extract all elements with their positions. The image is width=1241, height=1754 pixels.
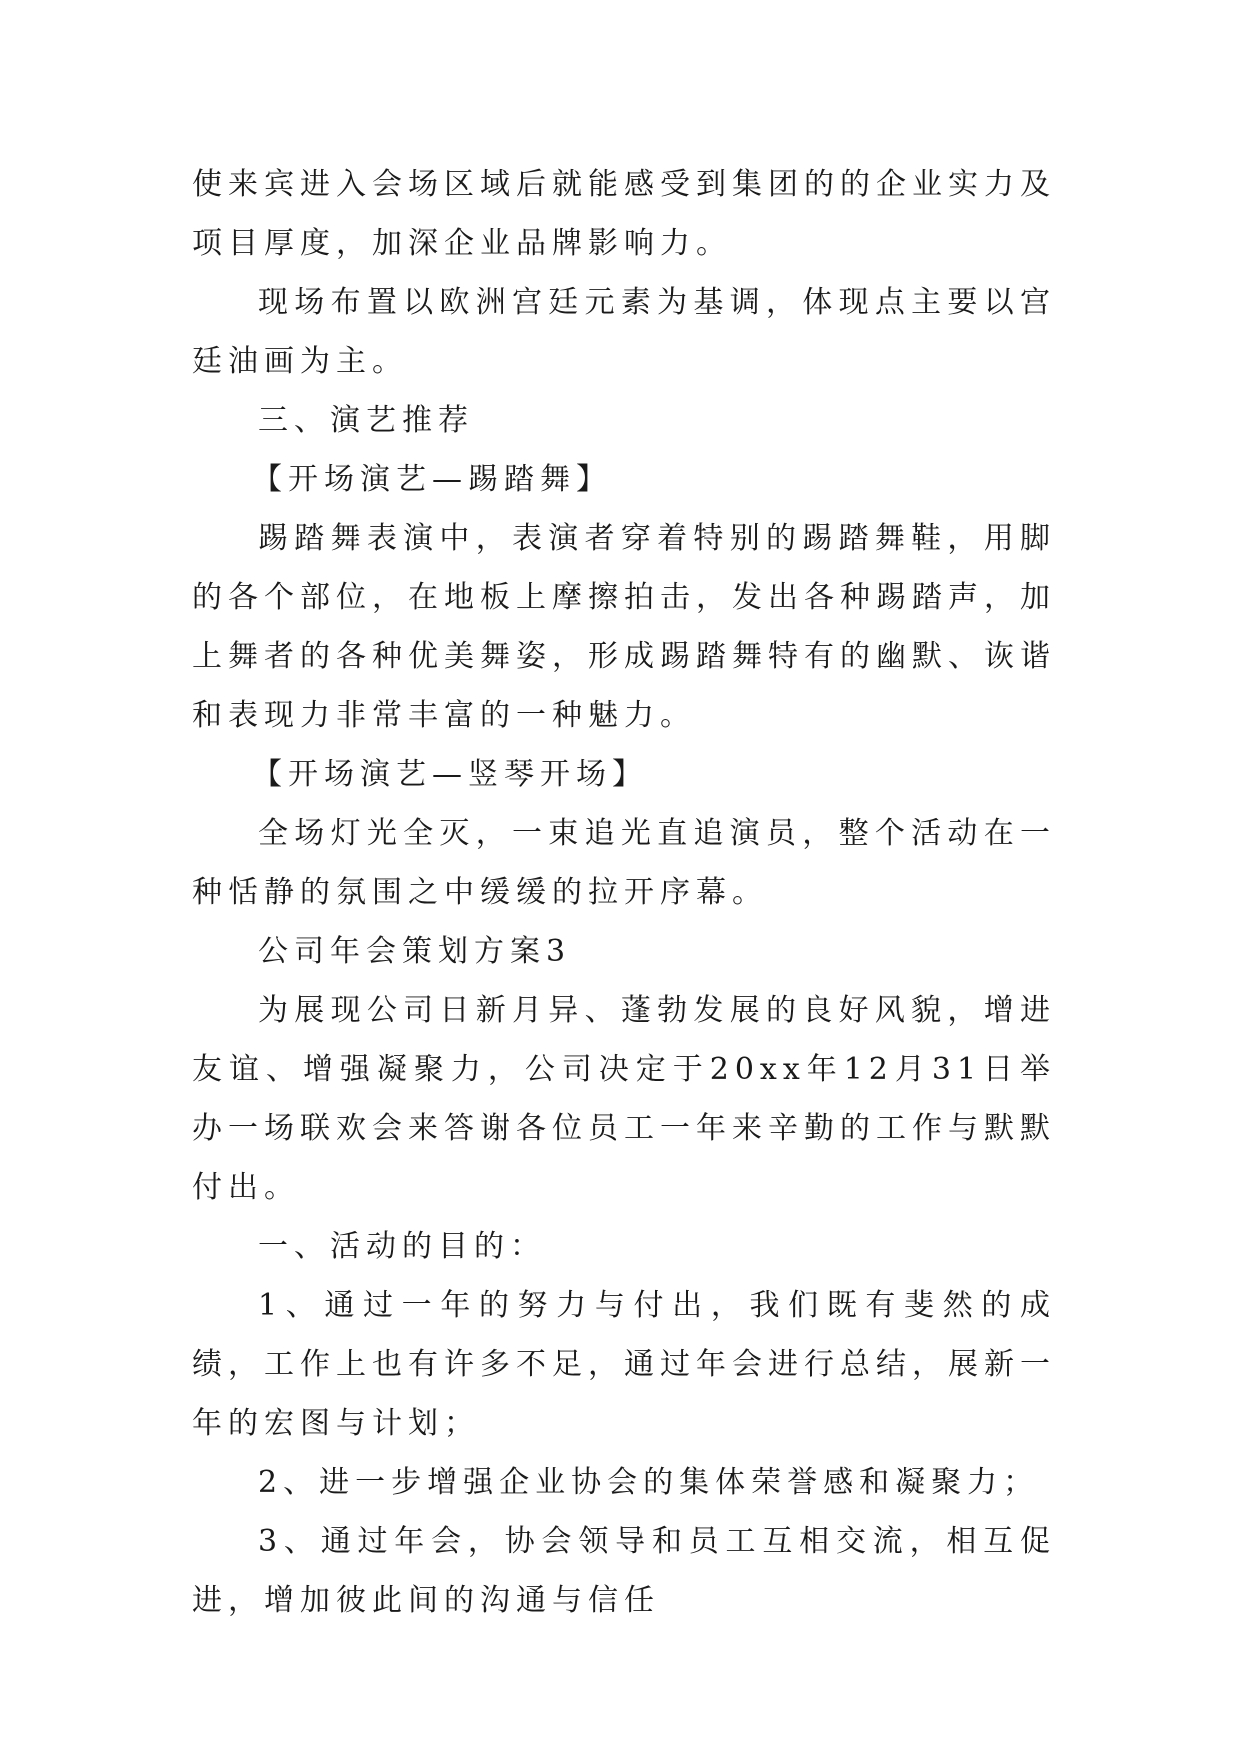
- section-heading-plan-3: 公司年会策划方案3: [258, 934, 572, 969]
- subheading-harp-opening: 【开场演艺—竖琴开场】: [252, 757, 648, 792]
- paragraph-continuation: 使来宾进入会场区域后就能感受到集团的的企业实力及项目厚度，加深企业品牌影响力。: [192, 167, 1056, 261]
- list-item-purpose-1: 1、通过一年的努力与付出，我们既有斐然的成绩，工作上也有许多不足，通过年会进行总结，展新一年的宏图与计划；: [192, 1288, 1056, 1441]
- paragraph-venue-layout: 现场布置以欧洲宫廷元素为基调，体现点主要以宫廷油画为主。: [192, 285, 1056, 379]
- document-body: [192, 155, 1056, 1630]
- section-heading-performance: 三、演艺推荐: [258, 403, 474, 438]
- section-heading-purpose: 一、活动的目的：: [258, 1229, 546, 1264]
- paragraph-plan-intro: 为展现公司日新月异、蓬勃发展的良好风貌，增进友谊、增强凝聚力，公司决定于20xx年12月31日举办一场联欢会来答谢各位员工一年来辛勤的工作与默默付出。: [192, 993, 1056, 1205]
- subheading-tap-dance: 【开场演艺—踢踏舞】: [252, 462, 612, 497]
- paragraph-harp-opening: 全场灯光全灭，一束追光直追演员，整个活动在一种恬静的氛围之中缓缓的拉开序幕。: [192, 816, 1056, 910]
- list-item-purpose-2: 2、进一步增强企业协会的集体荣誉感和凝聚力；: [258, 1465, 1040, 1500]
- list-item-purpose-3: 3、通过年会，协会领导和员工互相交流，相互促进，增加彼此间的沟通与信任: [192, 1524, 1056, 1618]
- paragraph-tap-dance: 踢踏舞表演中，表演者穿着特别的踢踏舞鞋，用脚的各个部位，在地板上摩擦拍击，发出各种踢踏声，加上舞者的各种优美舞姿，形成踢踏舞特有的幽默、诙谐和表现力非常丰富的一种魅力。: [192, 521, 1056, 733]
